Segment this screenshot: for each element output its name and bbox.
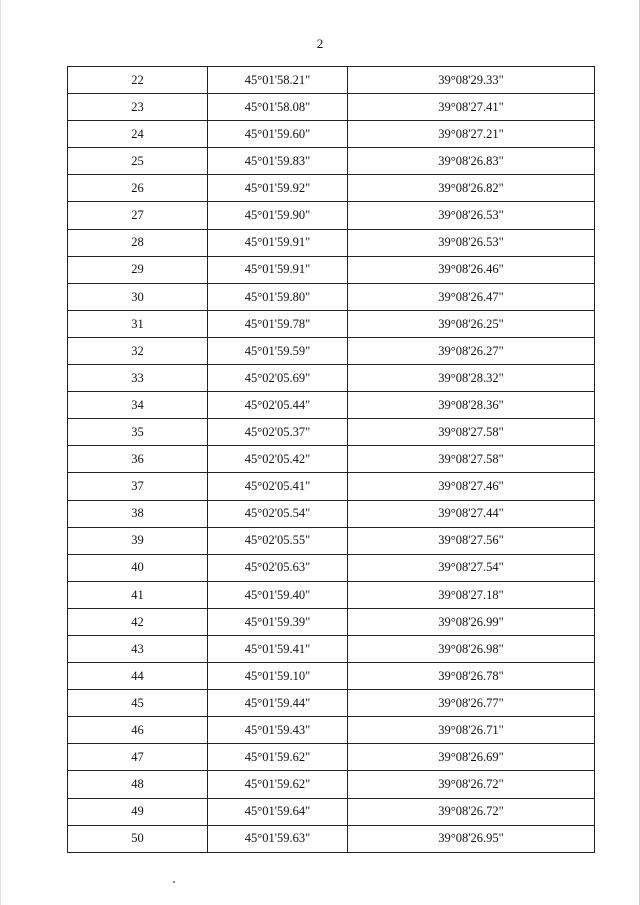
longitude-cell: 39°08'26.83" [348, 148, 595, 175]
latitude-cell: 45°02'05.63" [208, 554, 348, 581]
table-row [68, 121, 595, 148]
table-row [68, 771, 595, 798]
point-number-cell: 46 [68, 717, 208, 744]
longitude-cell: 39°08'26.69" [348, 744, 595, 771]
longitude-cell: 39°08'26.47" [348, 283, 595, 310]
longitude-cell: 39°08'28.36" [348, 392, 595, 419]
point-number-cell: 28 [68, 229, 208, 256]
point-number-cell: 47 [68, 744, 208, 771]
table-row [68, 67, 595, 94]
latitude-cell: 45°02'05.42" [208, 446, 348, 473]
latitude-cell: 45°01'59.60" [208, 121, 348, 148]
table-row [68, 690, 595, 717]
table-row [68, 663, 595, 690]
longitude-cell: 39°08'27.56" [348, 527, 595, 554]
latitude-cell: 45°02'05.54" [208, 500, 348, 527]
table-row [68, 554, 595, 581]
table-row [68, 581, 595, 608]
table-row [68, 744, 595, 771]
table-row [68, 256, 595, 283]
point-number-cell: 32 [68, 337, 208, 364]
point-number-cell: 49 [68, 798, 208, 825]
latitude-cell: 45°01'59.62" [208, 744, 348, 771]
latitude-cell: 45°01'59.83" [208, 148, 348, 175]
table-row [68, 94, 595, 121]
latitude-cell: 45°02'05.41" [208, 473, 348, 500]
point-number-cell: 23 [68, 94, 208, 121]
table-row [68, 283, 595, 310]
point-number-cell: 38 [68, 500, 208, 527]
longitude-cell: 39°08'27.58" [348, 446, 595, 473]
longitude-cell: 39°08'26.72" [348, 771, 595, 798]
longitude-cell: 39°08'26.25" [348, 310, 595, 337]
table-row [68, 229, 595, 256]
table-row [68, 419, 595, 446]
coordinates-table [67, 66, 595, 853]
table-row [68, 825, 595, 852]
point-number-cell: 22 [68, 67, 208, 94]
table-row [68, 608, 595, 635]
longitude-cell: 39°08'26.98" [348, 635, 595, 662]
longitude-cell: 39°08'26.95" [348, 825, 595, 852]
longitude-cell: 39°08'26.72" [348, 798, 595, 825]
latitude-cell: 45°01'59.90" [208, 202, 348, 229]
table-row [68, 635, 595, 662]
point-number-cell: 26 [68, 175, 208, 202]
longitude-cell: 39°08'27.46" [348, 473, 595, 500]
longitude-cell: 39°08'27.54" [348, 554, 595, 581]
longitude-cell: 39°08'27.58" [348, 419, 595, 446]
longitude-cell: 39°08'26.77" [348, 690, 595, 717]
latitude-cell: 45°01'59.41" [208, 635, 348, 662]
longitude-cell: 39°08'26.53" [348, 202, 595, 229]
latitude-cell: 45°01'59.91" [208, 229, 348, 256]
table-row [68, 798, 595, 825]
latitude-cell: 45°01'59.62" [208, 771, 348, 798]
latitude-cell: 45°01'59.64" [208, 798, 348, 825]
point-number-cell: 42 [68, 608, 208, 635]
point-number-cell: 50 [68, 825, 208, 852]
table-row [68, 392, 595, 419]
table-row [68, 500, 595, 527]
latitude-cell: 45°01'59.80" [208, 283, 348, 310]
longitude-cell: 39°08'27.18" [348, 581, 595, 608]
point-number-cell: 44 [68, 663, 208, 690]
latitude-cell: 45°01'58.21" [208, 67, 348, 94]
latitude-cell: 45°01'58.08" [208, 94, 348, 121]
point-number-cell: 33 [68, 365, 208, 392]
table-row [68, 202, 595, 229]
longitude-cell: 39°08'26.27" [348, 337, 595, 364]
page-number: 2 [316, 36, 324, 51]
coordinates-table-body [68, 67, 595, 853]
point-number-cell: 37 [68, 473, 208, 500]
latitude-cell: 45°01'59.40" [208, 581, 348, 608]
point-number-cell: 36 [68, 446, 208, 473]
point-number-cell: 29 [68, 256, 208, 283]
longitude-cell: 39°08'27.41" [348, 94, 595, 121]
longitude-cell: 39°08'27.21" [348, 121, 595, 148]
latitude-cell: 45°01'59.63" [208, 825, 348, 852]
table-row [68, 446, 595, 473]
latitude-cell: 45°02'05.44" [208, 392, 348, 419]
table-row [68, 337, 595, 364]
page-left-edge [0, 0, 1, 905]
table-row [68, 148, 595, 175]
point-number-cell: 24 [68, 121, 208, 148]
point-number-cell: 41 [68, 581, 208, 608]
longitude-cell: 39°08'26.53" [348, 229, 595, 256]
longitude-cell: 39°08'29.33" [348, 67, 595, 94]
point-number-cell: 34 [68, 392, 208, 419]
latitude-cell: 45°01'59.44" [208, 690, 348, 717]
point-number-cell: 30 [68, 283, 208, 310]
latitude-cell: 45°01'59.59" [208, 337, 348, 364]
latitude-cell: 45°02'05.55" [208, 527, 348, 554]
latitude-cell: 45°01'59.91" [208, 256, 348, 283]
point-number-cell: 31 [68, 310, 208, 337]
longitude-cell: 39°08'26.99" [348, 608, 595, 635]
latitude-cell: 45°02'05.37" [208, 419, 348, 446]
longitude-cell: 39°08'26.71" [348, 717, 595, 744]
table-row [68, 717, 595, 744]
point-number-cell: 48 [68, 771, 208, 798]
scan-speck [173, 881, 175, 883]
point-number-cell: 27 [68, 202, 208, 229]
latitude-cell: 45°02'05.69" [208, 365, 348, 392]
longitude-cell: 39°08'26.82" [348, 175, 595, 202]
latitude-cell: 45°01'59.39" [208, 608, 348, 635]
longitude-cell: 39°08'26.46" [348, 256, 595, 283]
table-row [68, 473, 595, 500]
table-row [68, 310, 595, 337]
latitude-cell: 45°01'59.92" [208, 175, 348, 202]
point-number-cell: 43 [68, 635, 208, 662]
point-number-cell: 39 [68, 527, 208, 554]
latitude-cell: 45°01'59.43" [208, 717, 348, 744]
table-row [68, 527, 595, 554]
table-row [68, 365, 595, 392]
point-number-cell: 40 [68, 554, 208, 581]
latitude-cell: 45°01'59.10" [208, 663, 348, 690]
point-number-cell: 45 [68, 690, 208, 717]
longitude-cell: 39°08'26.78" [348, 663, 595, 690]
longitude-cell: 39°08'28.32" [348, 365, 595, 392]
point-number-cell: 25 [68, 148, 208, 175]
latitude-cell: 45°01'59.78" [208, 310, 348, 337]
point-number-cell: 35 [68, 419, 208, 446]
table-row [68, 175, 595, 202]
longitude-cell: 39°08'27.44" [348, 500, 595, 527]
